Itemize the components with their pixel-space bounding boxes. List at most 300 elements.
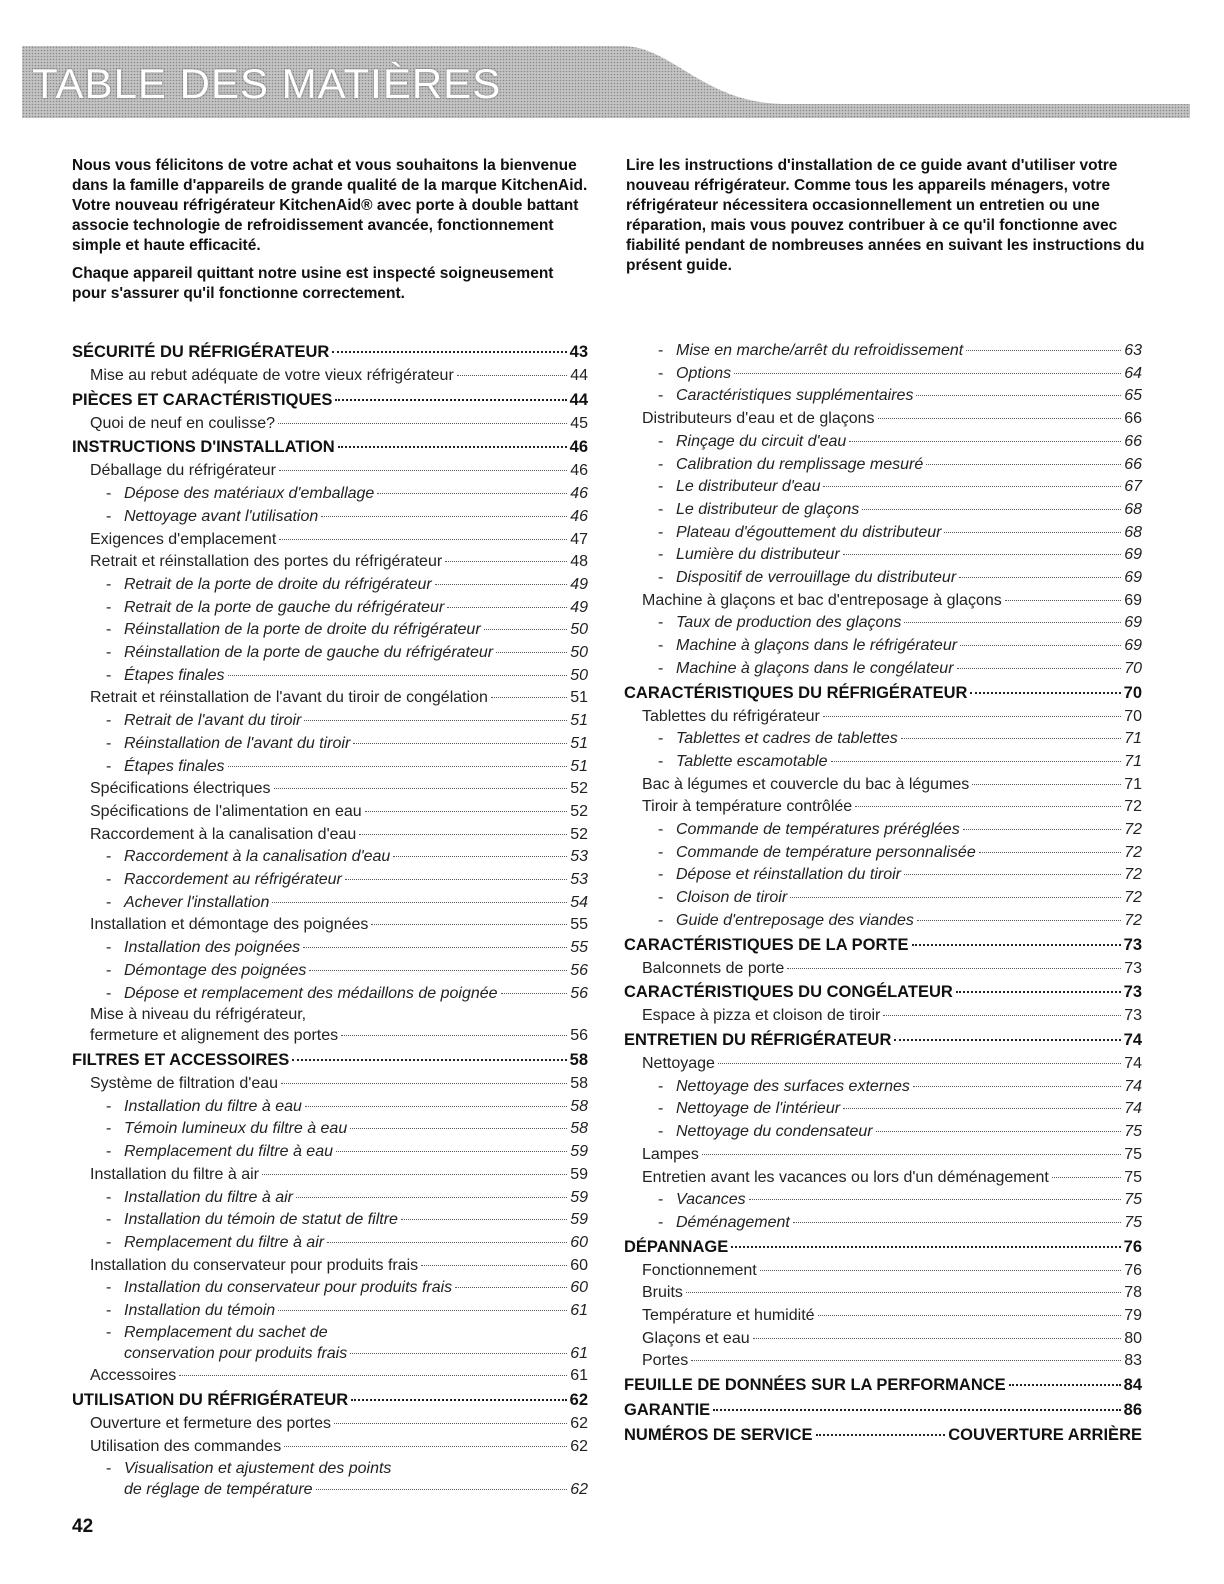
toc-subentry [72, 756, 588, 779]
toc-page-number: 44 [569, 390, 588, 409]
dot-leader [749, 1199, 1122, 1200]
toc-entry-text: Lumière du distributeur [676, 546, 840, 564]
toc-dash: - [106, 598, 112, 616]
toc-subentry [72, 1459, 588, 1502]
dot-leader [823, 716, 1121, 717]
toc-subentry [72, 483, 588, 506]
toc-subentry [624, 1098, 1142, 1121]
toc-entry-text: Installation et démontage des poignées [90, 916, 369, 934]
dot-leader [960, 645, 1121, 646]
toc-page-number: 61 [570, 1367, 588, 1385]
toc-page-number: 69 [1124, 546, 1142, 564]
toc-entry-text: Tablettes du réfrigérateur [642, 707, 820, 725]
toc-subentry [72, 1277, 588, 1300]
toc-subentry [624, 567, 1142, 590]
toc-entry-text: Entretien avant les vacances ou lors d'un déménagement [642, 1168, 1049, 1186]
toc-page-number: COUVERTURE ARRIÈRE [948, 1426, 1142, 1445]
toc-subentry [624, 728, 1142, 751]
toc-entry-text: Distributeurs d'eau et de glaçons [642, 410, 875, 428]
toc-subentry [72, 574, 588, 597]
toc-page-number: 74 [1123, 1030, 1142, 1049]
dot-leader [292, 1059, 566, 1061]
dot-leader [912, 944, 1121, 946]
toc-dash: - [658, 1213, 664, 1231]
toc-page-number: 76 [1124, 1261, 1142, 1279]
toc-entry-text: Tiroir à température contrôlée [642, 798, 853, 816]
toc-page-number: 70 [1123, 683, 1142, 702]
dot-leader [917, 920, 1121, 921]
dot-leader [401, 1219, 567, 1220]
toc-entry-text: Exigences d'emplacement [90, 530, 277, 548]
toc-entry-text: Installation du filtre à air [90, 1165, 259, 1183]
toc-entry-text: CARACTÉRISTIQUES DE LA PORTE [624, 935, 909, 954]
toc-subentry [624, 1121, 1142, 1144]
toc-page-number: 68 [1124, 500, 1142, 518]
dot-leader [878, 418, 1122, 419]
dot-leader [959, 577, 1121, 578]
dot-leader [484, 629, 568, 630]
dot-leader [228, 675, 568, 676]
toc-page-number: 53 [570, 848, 588, 866]
toc-heading [624, 1423, 1142, 1448]
dot-leader [501, 993, 568, 994]
toc-entry [624, 1053, 1142, 1076]
toc-entry-text: Quoi de neuf en coulisse? [90, 414, 276, 432]
toc-entry-text: Raccordement à la canalisation d'eau [90, 825, 357, 843]
toc-page-number: 66 [1124, 410, 1142, 428]
toc-entry [624, 1350, 1142, 1373]
dot-leader [901, 738, 1121, 739]
toc-dash: - [106, 1097, 112, 1115]
toc-page-number: 72 [1124, 889, 1142, 907]
dot-leader [718, 1063, 1121, 1064]
toc-dash: - [658, 478, 664, 496]
toc-entry-text: Installation du filtre à eau [124, 1097, 302, 1115]
toc-entry [624, 1260, 1142, 1283]
toc-page-number: 73 [1124, 1007, 1142, 1025]
toc-page-number: 46 [570, 507, 588, 525]
toc-page-number: 72 [1124, 843, 1142, 861]
toc-page-number: 63 [1124, 342, 1142, 359]
toc-entry-text: Remplacement du filtre à eau [124, 1143, 333, 1161]
toc-dash: - [658, 659, 664, 677]
toc-entry-text: UTILISATION DU RÉFRIGÉRATEUR [72, 1391, 349, 1410]
dot-leader [963, 829, 1122, 830]
dot-leader [455, 1287, 567, 1288]
toc-entry [624, 408, 1142, 431]
toc-page-number: 46 [569, 438, 588, 457]
toc-dash: - [106, 961, 112, 979]
toc-entry-text: Dépose et réinstallation du tiroir [676, 866, 902, 884]
toc-entry-text: Nettoyage du condensateur [676, 1123, 873, 1141]
toc-heading [624, 980, 1142, 1005]
toc-page-number: 59 [570, 1188, 588, 1206]
toc-subentry [624, 864, 1142, 887]
toc-right-column [624, 340, 1142, 1448]
header-banner [22, 46, 1190, 118]
toc-page-number: 55 [570, 939, 588, 957]
dot-leader [831, 761, 1122, 762]
toc-entry-text: Installation du filtre à air [124, 1188, 293, 1206]
toc-entry-text: Calibration du remplissage mesuré [676, 455, 924, 473]
toc-entry-text: Vacances [676, 1191, 746, 1209]
toc-page-number: 51 [570, 734, 588, 752]
dot-leader [445, 561, 567, 562]
dot-leader [338, 446, 567, 448]
toc-subentry [72, 642, 588, 665]
toc-entry-text: Balconnets de porte [642, 959, 785, 977]
toc-page-number: 72 [1124, 798, 1142, 816]
toc-entry-text: Accessoires [90, 1367, 177, 1385]
toc-subentry [624, 658, 1142, 681]
toc-entry-text: FILTRES ET ACCESSOIRES [72, 1050, 290, 1069]
toc-page-number: 47 [570, 530, 588, 548]
toc-subentry [72, 1118, 588, 1141]
toc-entry [624, 1328, 1142, 1351]
dot-leader [278, 423, 567, 424]
toc-subentry [72, 710, 588, 733]
toc-page-number: 50 [570, 644, 588, 662]
toc-dash: - [658, 1191, 664, 1209]
toc-entry-text: Machine à glaçons dans le réfrigérateur [676, 637, 958, 655]
toc-page-number: 61 [570, 1344, 588, 1362]
toc-entry-text: Mise en marche/arrêt du refroidissement [676, 342, 964, 359]
toc-page-number: 69 [1124, 614, 1142, 632]
toc-entry-text: Plateau d'égouttement du distributeur [676, 523, 942, 541]
toc-dash: - [106, 712, 112, 730]
dot-leader [304, 720, 567, 721]
toc-entry-last-line [90, 1025, 588, 1048]
dot-leader [1052, 1177, 1121, 1178]
toc-subentry [72, 619, 588, 642]
toc-entry-text: Installation du conservateur pour produits frais [124, 1279, 453, 1297]
toc-entry [624, 1005, 1142, 1028]
toc-page-number: 70 [1124, 707, 1142, 725]
dot-leader [734, 373, 1121, 374]
toc-page-number: 72 [1124, 821, 1142, 839]
toc-page-number: 50 [570, 666, 588, 684]
toc-entry-line: Mise à niveau du réfrigérateur, [90, 1006, 307, 1024]
toc-page-number: 50 [570, 621, 588, 639]
toc-page-number: 67 [1124, 478, 1142, 496]
toc-entry-text: Réinstallation de la porte de droite du réfrigérateur [124, 621, 481, 639]
dot-leader [883, 1015, 1121, 1016]
dot-leader [228, 766, 568, 767]
dot-leader [316, 1489, 568, 1490]
toc-dash: - [658, 364, 664, 382]
toc-entry-text: Nettoyage [642, 1054, 715, 1072]
toc-page-number: 60 [570, 1256, 588, 1274]
toc-entry-text: Portes [642, 1352, 689, 1370]
toc-entry-text: DÉPANNAGE [624, 1237, 729, 1256]
toc-entry-text: NUMÉROS DE SERVICE [624, 1426, 813, 1445]
intro-paragraph: Chaque appareil quittant notre usine est inspecté soigneusement pour s'assurer qu'il fonctionne correctement. [72, 265, 554, 302]
dot-leader [303, 947, 567, 948]
toc-entry [72, 687, 588, 710]
toc-dash: - [658, 866, 664, 884]
toc-entry-text: Système de filtration d'eau [90, 1074, 279, 1092]
toc-page-number: 71 [1124, 775, 1142, 793]
toc-page-number: 75 [1124, 1213, 1142, 1231]
toc-subentry [72, 846, 588, 869]
toc-entry-text: Raccordement au réfrigérateur [124, 871, 342, 889]
toc-dash: - [658, 546, 664, 564]
toc-page-number: 52 [570, 825, 588, 843]
toc-page-number: 62 [569, 1391, 588, 1410]
toc-subentry [624, 431, 1142, 454]
dot-leader [335, 399, 566, 401]
dot-leader [305, 1106, 567, 1107]
dot-leader [341, 1035, 567, 1036]
toc-entry-text: Remplacement du filtre à air [124, 1233, 325, 1251]
toc-dash: - [658, 387, 664, 405]
toc-dash: - [658, 889, 664, 907]
dot-leader [421, 1265, 567, 1266]
page-number: 42 [72, 1516, 94, 1537]
dot-leader [876, 1131, 1122, 1132]
toc-heading [624, 1028, 1142, 1053]
dot-leader [686, 1292, 1121, 1293]
toc-page-number: 84 [1123, 1376, 1142, 1395]
toc-page-number: 62 [570, 1480, 588, 1498]
toc-page-number: 55 [570, 916, 588, 934]
toc-dash: - [658, 1100, 664, 1118]
toc-entry [72, 413, 588, 436]
toc-subentry [72, 597, 588, 620]
toc-page-number: 53 [570, 871, 588, 889]
toc-dash: - [658, 1123, 664, 1141]
dot-leader [816, 1434, 946, 1436]
dot-leader [793, 1222, 1121, 1223]
toc-heading [624, 1235, 1142, 1260]
toc-page-number: 69 [1124, 569, 1142, 587]
toc-entry-text: Bruits [642, 1284, 683, 1302]
dot-leader [862, 509, 1121, 510]
toc-page-number: 61 [570, 1302, 588, 1320]
toc-subentry [72, 1209, 588, 1232]
toc-entry-text: Spécifications de l'alimentation en eau [90, 802, 362, 820]
toc-entry-text: Installation du témoin [124, 1302, 276, 1320]
toc-page-number: 51 [570, 712, 588, 730]
toc-heading [72, 340, 588, 365]
toc-entry [72, 914, 588, 937]
toc-dash: - [106, 507, 112, 525]
toc-entry-last-line [124, 1479, 588, 1502]
toc-entry [72, 1005, 588, 1048]
toc-dash: - [106, 757, 112, 775]
dot-leader [278, 1310, 567, 1311]
toc-entry [624, 590, 1142, 613]
toc-entry-text: CARACTÉRISTIQUES DU RÉFRIGÉRATEUR [624, 683, 968, 702]
toc-entry-text: Le distributeur d'eau [676, 478, 821, 496]
toc-page-number: 66 [1124, 455, 1142, 473]
toc-dash: - [106, 734, 112, 752]
dot-leader [894, 1039, 1120, 1041]
toc-page-number: 83 [1124, 1352, 1142, 1370]
dot-leader [336, 1151, 567, 1152]
page-title: TABLE DES MATIÈRES [32, 60, 502, 107]
toc-page-number: 51 [570, 689, 588, 707]
toc-dash: - [106, 939, 112, 957]
dot-leader [913, 1086, 1121, 1087]
toc-subentry [624, 476, 1142, 499]
toc-entry-text: Utilisation des commandes [90, 1437, 282, 1455]
toc-subentry [624, 887, 1142, 910]
dot-leader [457, 375, 567, 376]
toc-entry [72, 824, 588, 847]
dot-leader [262, 1174, 567, 1175]
toc-subentry [624, 454, 1142, 477]
toc-dash: - [658, 455, 664, 473]
toc-dash: - [106, 1323, 112, 1341]
toc-heading [72, 435, 588, 460]
dot-leader [916, 395, 1121, 396]
toc-entry-text: Tablettes et cadres de tablettes [676, 730, 898, 748]
dot-leader [296, 1197, 567, 1198]
toc-dash: - [106, 1188, 112, 1206]
toc-entry [624, 706, 1142, 729]
toc-entry [624, 796, 1142, 819]
toc-entry-text: Commande de température personnalisée [676, 843, 976, 861]
toc-entry-text: Nettoyage des surfaces externes [676, 1077, 910, 1095]
toc-page-number: 46 [570, 485, 588, 503]
toc-entry-text: Glaçons et eau [642, 1329, 750, 1347]
toc-dash: - [106, 1459, 112, 1477]
toc-subentry [72, 665, 588, 688]
toc-page-number: 48 [570, 553, 588, 571]
toc-dash: - [658, 500, 664, 518]
toc-page-number: 46 [570, 462, 588, 480]
toc-page-number: 79 [1124, 1307, 1142, 1325]
toc-subentry [624, 842, 1142, 865]
dot-leader [447, 607, 567, 608]
dot-leader [279, 470, 567, 471]
toc-dash: - [106, 871, 112, 889]
toc-page-number: 73 [1124, 959, 1142, 977]
toc-page-number: 54 [570, 893, 588, 911]
toc-page-number: 71 [1124, 752, 1142, 770]
intro-right [626, 156, 1146, 284]
toc-entry-text: Étapes finales [124, 666, 225, 684]
toc-heading [624, 933, 1142, 958]
dot-leader [393, 856, 567, 857]
dot-leader [284, 1446, 567, 1447]
toc-entry-line: Remplacement du sachet de [124, 1323, 328, 1341]
toc-entry [624, 1282, 1142, 1305]
toc-subentry [624, 499, 1142, 522]
intro-paragraph: Lire les instructions d'installation de ce guide avant d'utiliser votre nouveau réfrigérateur. Comme tous les appareils ménagers, votre réfrigérateur nécessitera occasionnellement un entretien ou une réparation, mais vous pouvez contribuer à ce qu'il fonctionne avec fiabilité pendant de nombreuses années en suivant les instructions du présent guide. [626, 157, 1145, 274]
toc-subentry [624, 1076, 1142, 1099]
toc-page-number: 62 [570, 1437, 588, 1455]
toc-left-column [72, 340, 588, 1501]
dot-leader [179, 1375, 567, 1376]
toc-dash: - [106, 644, 112, 662]
toc-entry-text: Retrait de la porte de droite du réfrigérateur [124, 575, 432, 593]
toc-entry-text: fermeture et alignement des portes [90, 1027, 339, 1045]
toc-heading [624, 1398, 1142, 1423]
toc-dash: - [106, 1233, 112, 1251]
toc-subentry [72, 1323, 588, 1366]
toc-page-number: 72 [1124, 911, 1142, 929]
toc-dash: - [106, 1120, 112, 1138]
dot-leader [966, 350, 1121, 351]
toc-page-number: 52 [570, 802, 588, 820]
toc-entry-text: Espace à pizza et cloison de tiroir [642, 1007, 881, 1025]
toc-entry [72, 1413, 588, 1436]
toc-entry [72, 460, 588, 483]
toc-page-number: 51 [570, 757, 588, 775]
toc-page-number: 71 [1124, 730, 1142, 748]
toc-page-number: 58 [570, 1074, 588, 1092]
toc-entry-text: Le distributeur de glaçons [676, 500, 860, 518]
toc-entry-text: Dépose et remplacement des médaillons de poignée [124, 984, 498, 1002]
toc-page-number: 44 [570, 367, 588, 384]
toc-page-number: 66 [1124, 432, 1142, 450]
toc-dash: - [658, 730, 664, 748]
dot-leader [1009, 1384, 1121, 1386]
toc-page-number: 72 [1124, 866, 1142, 884]
toc-subentry [72, 1187, 588, 1210]
dot-leader [691, 1360, 1121, 1361]
toc-page-number: 70 [1124, 659, 1142, 677]
toc-subentry [624, 612, 1142, 635]
toc-subentry [624, 1212, 1142, 1235]
intro-paragraph: Nous vous félicitons de votre achat et vous souhaitons la bienvenue dans la famille d'appareils de grande qualité de la marque KitchenAid. Votre nouveau réfrigérateur KitchenAid® avec porte à double battant associe technologie de refroidissement avancée, fonctionnement simple et haute efficacité. [72, 157, 588, 254]
toc-subentry [624, 1189, 1142, 1212]
toc-entry-text: Guide d'entreposage des viandes [676, 911, 914, 929]
toc-entry-text: Dépose des matériaux d'emballage [124, 485, 375, 503]
toc-entry [72, 365, 588, 388]
dot-leader [855, 806, 1121, 807]
toc-page-number: 52 [570, 780, 588, 798]
dot-leader [350, 1128, 567, 1129]
toc-entry-text: Dispositif de verrouillage du distributeur [676, 569, 957, 587]
toc-entry-text: Cloison de tiroir [676, 889, 788, 907]
dot-leader [944, 532, 1121, 533]
toc-subentry [624, 363, 1142, 386]
toc-entry-text: de réglage de température [124, 1480, 313, 1498]
toc-dash: - [106, 848, 112, 866]
toc-entry-text: FEUILLE DE DONNÉES SUR LA PERFORMANCE [624, 1376, 1006, 1395]
toc-entry-text: CARACTÉRISTIQUES DU CONGÉLATEUR [624, 983, 953, 1002]
toc-entry [72, 1164, 588, 1187]
toc-dash: - [658, 911, 664, 929]
dot-leader [904, 874, 1121, 875]
toc-entry-text: Lampes [642, 1145, 699, 1163]
toc-entry [72, 778, 588, 801]
toc-dash: - [658, 637, 664, 655]
toc-dash: - [106, 1143, 112, 1161]
dot-leader [904, 622, 1121, 623]
toc-page-number: 56 [570, 1027, 588, 1045]
dot-leader [321, 516, 567, 517]
toc-page-number: 75 [1124, 1168, 1142, 1186]
toc-subentry [624, 340, 1142, 363]
toc-page-number: 75 [1124, 1191, 1142, 1209]
toc-page-number: 56 [570, 961, 588, 979]
toc-heading [72, 388, 588, 413]
toc-heading [72, 1048, 588, 1073]
dot-leader [272, 902, 567, 903]
toc-entry-text: Retrait et réinstallation des portes du réfrigérateur [90, 553, 443, 571]
toc-entry-text: Réinstallation de la porte de gauche du réfrigérateur [124, 644, 494, 662]
dot-leader [790, 897, 1121, 898]
toc-entry-text: Machine à glaçons dans le congélateur [676, 659, 954, 677]
toc-entry [72, 1255, 588, 1278]
toc-page-number: 58 [569, 1050, 588, 1069]
dot-leader [435, 584, 567, 585]
toc-entry-text: Démontage des poignées [124, 961, 307, 979]
